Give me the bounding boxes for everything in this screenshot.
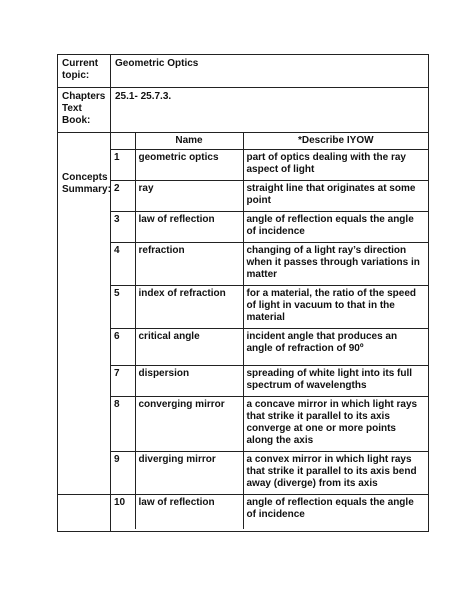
concept-row-10-container [111,495,429,532]
concept-name: law of reflection [135,495,243,529]
concept-description: part of optics dealing with the ray aspect of light [243,150,428,181]
concept-num: 9 [111,452,135,495]
concept-description: spreading of white light into its full spectrum of wavelengths [243,366,428,397]
concept-num: 8 [111,397,135,452]
concept-name: geometric optics [135,150,243,181]
concept-name: law of reflection [135,212,243,243]
concept-row-5 [111,286,428,329]
concept-num: 4 [111,243,135,286]
concept-description: incident angle that produces an angle of refraction of 90º [243,329,428,366]
concept-name: index of refraction [135,286,243,329]
current-topic-value: Geometric Optics [111,55,429,88]
column-header-num [111,133,135,150]
concept-row-10-outer [58,495,429,532]
concepts-label-cell [58,133,111,495]
concept-description: for a material, the ratio of the speed of light in vacuum to that in the material [243,286,428,329]
column-header-describe: *Describe IYOW [243,133,428,150]
empty-label-cell [58,495,111,532]
concepts-header-row [111,133,428,150]
concept-num: 7 [111,366,135,397]
concept-row-2 [111,181,428,212]
concepts-label: Concepts Summary: [62,172,111,195]
concept-row-4 [111,243,428,286]
concept-name: critical angle [135,329,243,366]
concept-row-8 [111,397,428,452]
concept-row-3 [111,212,428,243]
concept-description: angle of reflection equals the angle of incidence [243,212,428,243]
concept-row-9 [111,452,428,495]
concept-description: a concave mirror in which light rays that strike it parallel to its axis converge at one or more points along the axis [243,397,428,452]
concept-num: 10 [111,495,135,529]
concept-name: ray [135,181,243,212]
worksheet [57,54,429,532]
concepts-content [111,133,429,495]
concept-name: diverging mirror [135,452,243,495]
concept-num: 6 [111,329,135,366]
concept-name: refraction [135,243,243,286]
concept-description: changing of a light ray’s direction when it passes through variations in matter [243,243,428,286]
chapters-row [58,88,429,133]
concepts-row [58,133,429,495]
concept-row-10-table [111,495,428,529]
concept-description: a convex mirror in which light rays that strike it parallel to its axis bend away (diverge) from its axis [243,452,428,495]
concept-row-7 [111,366,428,397]
concept-description: angle of reflection equals the angle of incidence [243,495,428,529]
concept-name: dispersion [135,366,243,397]
concept-row-6 [111,329,428,366]
column-header-name: Name [135,133,243,150]
concept-description: straight line that originates at some point [243,181,428,212]
concept-name: converging mirror [135,397,243,452]
concept-num: 1 [111,150,135,181]
concept-num: 3 [111,212,135,243]
concept-num: 2 [111,181,135,212]
chapters-value: 25.1- 25.7.3. [111,88,429,133]
concept-row-10 [111,495,428,529]
current-topic-row [58,55,429,88]
summary-table [57,54,429,532]
chapters-label: Chapters Text Book: [58,88,111,133]
concept-row-1 [111,150,428,181]
concepts-table [111,133,428,494]
concept-num: 5 [111,286,135,329]
current-topic-label: Current topic: [58,55,111,88]
